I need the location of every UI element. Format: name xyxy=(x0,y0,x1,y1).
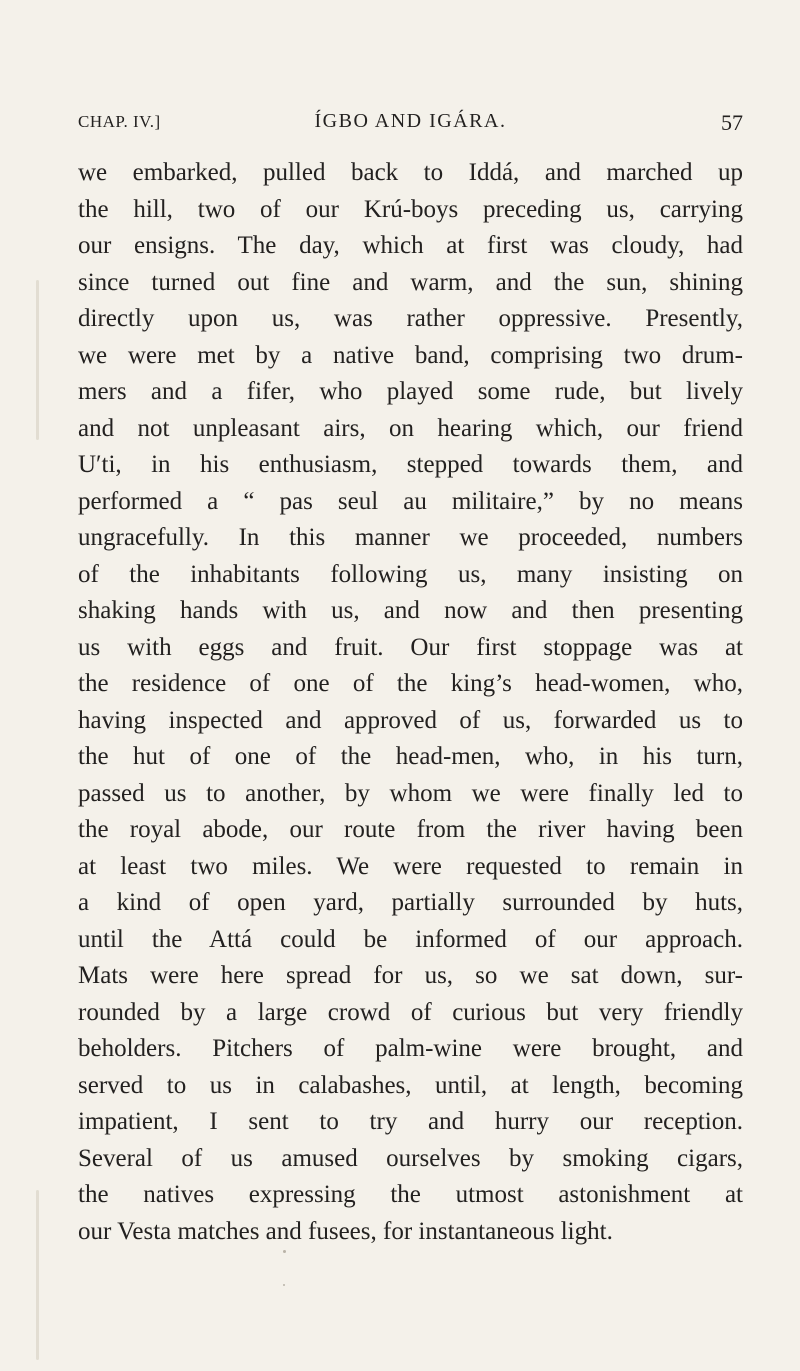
text-line: we were met by a native band, comprising two drum- xyxy=(78,341,743,369)
text-line: our Vesta matches and fusees, for instantaneous light. xyxy=(78,1217,613,1245)
text-line: we embarked, pulled back to Iddá, and marched up xyxy=(78,159,743,186)
text-line: the royal abode, our route from the river having been xyxy=(78,816,743,843)
text-line: us with eggs and fruit. Our first stoppage was at xyxy=(78,633,743,661)
text-line: performed a “ pas seul au militaire,” by no means xyxy=(78,487,743,515)
running-head xyxy=(78,110,743,140)
page-number: 57 xyxy=(721,110,743,135)
text-line: since turned out fine and warm, and the sun, shining xyxy=(78,268,743,296)
text-line: Mats were here spread for us, so we sat down, sur- xyxy=(78,962,743,989)
paper-speck xyxy=(283,1284,285,1286)
running-title: ÍGBO AND IGÁRA. xyxy=(314,110,507,132)
paper-speck xyxy=(283,1250,286,1253)
text-line: directly upon us, was rather oppressive. Presently, xyxy=(78,305,743,332)
text-line: having inspected and approved of us, forwarded us to xyxy=(78,706,743,734)
text-line: at least two miles. We were requested to remain in xyxy=(78,852,743,880)
text-line: shaking hands with us, and now and then presenting xyxy=(78,597,743,624)
text-line: mers and a fifer, who played some rude, but lively xyxy=(78,378,743,405)
text-line: ungracefully. In this manner we proceeded, numbers xyxy=(78,524,743,551)
page-margin-shadow xyxy=(36,280,39,440)
text-line: impatient, I sent to try and hurry our reception. xyxy=(78,1108,743,1135)
text-line: and not unpleasant airs, on hearing which, our friend xyxy=(78,414,743,442)
text-line: beholders. Pitchers of palm-wine were brought, and xyxy=(78,1035,743,1062)
text-line: rounded by a large crowd of curious but very friendly xyxy=(78,998,743,1026)
text-line: the hut of one of the head-men, who, in his turn, xyxy=(78,743,743,770)
text-line: until the Attá could be informed of our approach. xyxy=(78,925,743,953)
text-line: passed us to another, by whom we were finally led to xyxy=(78,779,743,807)
text-line: served to us in calabashes, until, at length, becoming xyxy=(78,1071,743,1099)
text-line: the hill, two of our Krú-boys preceding us, carrying xyxy=(78,195,743,223)
text-line: U′ti, in his enthusiasm, stepped towards them, and xyxy=(78,451,743,478)
text-line: of the inhabitants following us, many insisting on xyxy=(78,560,743,588)
body-text xyxy=(78,155,743,1250)
chapter-label: CHAP. IV.] xyxy=(78,112,161,131)
text-line: the residence of one of the king’s head-women, who, xyxy=(78,670,743,697)
text-line: our ensigns. The day, which at first was cloudy, had xyxy=(78,232,743,259)
text-line: Several of us amused ourselves by smoking cigars, xyxy=(78,1144,743,1172)
page-margin-shadow xyxy=(36,1190,39,1360)
text-line: a kind of open yard, partially surrounded by huts, xyxy=(78,889,743,916)
text-line: the natives expressing the utmost astonishment at xyxy=(78,1181,743,1208)
